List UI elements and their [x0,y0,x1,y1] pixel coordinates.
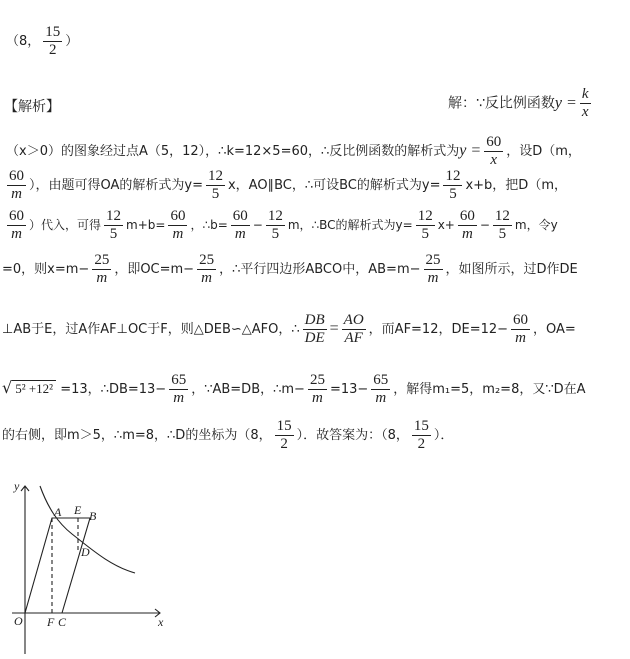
fraction [197,252,216,287]
frac-den: 5 [211,186,220,202]
frac-den: 5 [421,226,429,242]
fraction [7,208,26,243]
frac-den: 5 [498,226,507,242]
hyperbola-curve [40,486,135,573]
label-f: F [47,615,55,629]
frac-num: 12 [106,208,122,224]
solution-line-1 [6,134,630,169]
answer-open: （8， [6,34,41,49]
text-seg: = [329,320,339,337]
geometry-figure [0,478,170,659]
frac-num: 25 [199,252,215,268]
frac-den: m [427,270,439,286]
frac-num: DB [304,312,325,328]
frac-num: 60 [459,208,475,224]
fraction [424,252,443,287]
frac-num: 60 [513,312,529,328]
analysis-intro [448,86,618,121]
text-seg: − [252,218,263,232]
fraction [493,208,512,243]
frac-num: 12 [207,168,223,184]
frac-num: 12 [445,168,461,184]
frac-num: 25 [425,252,441,268]
text-seg: ）代入，可得 [29,218,102,232]
solution-line-6: √ 5² +12² =13，∴DB=13− $\frac{65}{m}$ ，∵AB=DB，∴m− $\frac{25}{m}$ =13− $\frac{65}{m}$ ，解得m₁=5，m₂=8，又∵D在A [2,372,586,406]
fraction [7,168,26,203]
label-x: x [158,615,164,629]
text-seg: y = [459,142,482,159]
fraction [104,208,123,243]
text-seg: 的右侧，即m＞5，∴m=8，∴D的坐标为（8， [2,428,272,443]
frac-num: 25 [309,372,325,388]
frac-num: 25 [94,252,110,268]
text-seg: ⊥AB于E，过A作AF⊥OC于F，则△DEB∽△AFO，∴ [2,322,300,337]
frac-den: m [201,270,212,286]
text-seg: =0，则x=m− [2,262,90,277]
text-seg: ，设D（m， [506,144,581,159]
solution-line-5 [2,312,630,347]
text-seg: （x＞0）的图象经过点A（5，12），∴k=12×5=60，∴反比例函数的解析式为 [6,144,460,159]
fraction [206,168,225,203]
label-d: D [81,545,90,559]
solution-line-7 [2,418,630,453]
fraction [484,134,503,169]
frac-num: 12 [267,208,283,224]
func-lhs: y = [554,94,577,112]
fraction [443,168,462,203]
frac-num: 15 [276,418,292,434]
frac-num: 15 [45,24,61,40]
frac-den: m [96,270,108,286]
top-answer [6,24,630,59]
text-seg: ，如图所示，过D作DE [445,262,578,277]
func-fraction [580,86,591,121]
frac-den: m [461,226,473,242]
frac-den: AF [344,330,363,346]
fraction [303,312,327,347]
label-b: B [89,509,97,523]
fraction [416,208,435,243]
fraction [308,372,327,407]
frac-den: m [11,226,22,242]
frac-num: 60 [486,134,502,150]
sqrt-expr: 5² +12² [12,380,56,397]
text-seg: x，AO∥BC，∴可设BC的解析式为y= [227,178,441,193]
answer-fraction [43,24,62,59]
frac-den: x [581,104,589,120]
frac-den: 5 [109,226,118,242]
frac-den: m [515,330,526,346]
frac-den: 2 [49,42,57,58]
frac-den: 2 [280,436,288,452]
text-seg: ，即OC=m− [114,262,195,277]
frac-den: m [375,390,387,406]
text-seg: m，令y [514,218,558,232]
frac-num: 15 [413,418,429,434]
solution-line-4 [2,252,630,287]
frac-den: 5 [271,226,280,242]
frac-den: m [312,390,323,406]
frac-num: 12 [494,208,510,224]
text-seg: =13− [329,382,369,397]
text-seg: ）．故答案为：（8， [296,428,409,443]
text-seg: m，∴BC的解析式为y= [287,218,413,232]
fraction [275,418,294,453]
fraction [92,252,111,287]
fraction [511,312,530,347]
frac-num: k [581,86,589,102]
fraction [231,208,250,243]
frac-den: m [173,390,185,406]
frac-den: 2 [417,436,426,452]
text-seg: ，OA= [533,322,576,337]
fraction [342,312,366,347]
fraction [412,418,431,453]
frac-den: x [490,152,498,168]
fraction [371,372,390,407]
fraction [169,372,188,407]
solution-line-2 [4,168,630,203]
label-a: A [54,505,62,519]
text-seg: ）． [433,428,454,443]
text-seg: x+b，把D（m， [465,178,567,193]
text-seg: ，而AF=12，DE=12− [368,322,509,337]
label-y: y [14,479,20,493]
answer-close: ） [65,34,79,49]
text-seg: x+ [437,218,455,232]
frac-den: m [11,186,22,202]
fraction [458,208,477,243]
text-seg: m+b= [126,218,166,232]
text-seg: =13，∴DB=13− [60,382,167,397]
text-seg: ），由题可得OA的解析式为y= [29,178,203,193]
intro-text: 解：∵反比例函数 [448,95,555,112]
fraction [266,208,285,243]
parallelogram-abco [25,518,90,613]
label-c: C [58,615,67,629]
frac-num: 60 [170,208,186,224]
label-o: O [14,614,23,628]
fraction [168,208,187,243]
frac-num: 12 [417,208,433,224]
analysis-heading: 【解析】 [4,99,60,115]
frac-den: m [234,226,246,242]
frac-num: 65 [171,372,187,388]
text-seg: ，∴b= [190,218,228,232]
frac-num: 60 [232,208,248,224]
solution-line-3 [4,208,630,243]
text-seg: − [479,218,490,232]
frac-den: 5 [449,186,457,202]
frac-num: AO [343,312,364,328]
frac-den: DE [304,330,325,346]
frac-num: 60 [9,208,24,224]
frac-num: 60 [9,168,24,184]
text-seg: ，解得m₁=5，m₂=8，又∵D在A [393,382,586,397]
text-seg: ，∵AB=DB，∴m− [191,382,305,397]
frac-num: 65 [373,372,389,388]
label-e: E [74,503,82,517]
frac-den: m [172,226,184,242]
text-seg: ，∴平行四边形ABCO中，AB=m− [219,262,421,277]
